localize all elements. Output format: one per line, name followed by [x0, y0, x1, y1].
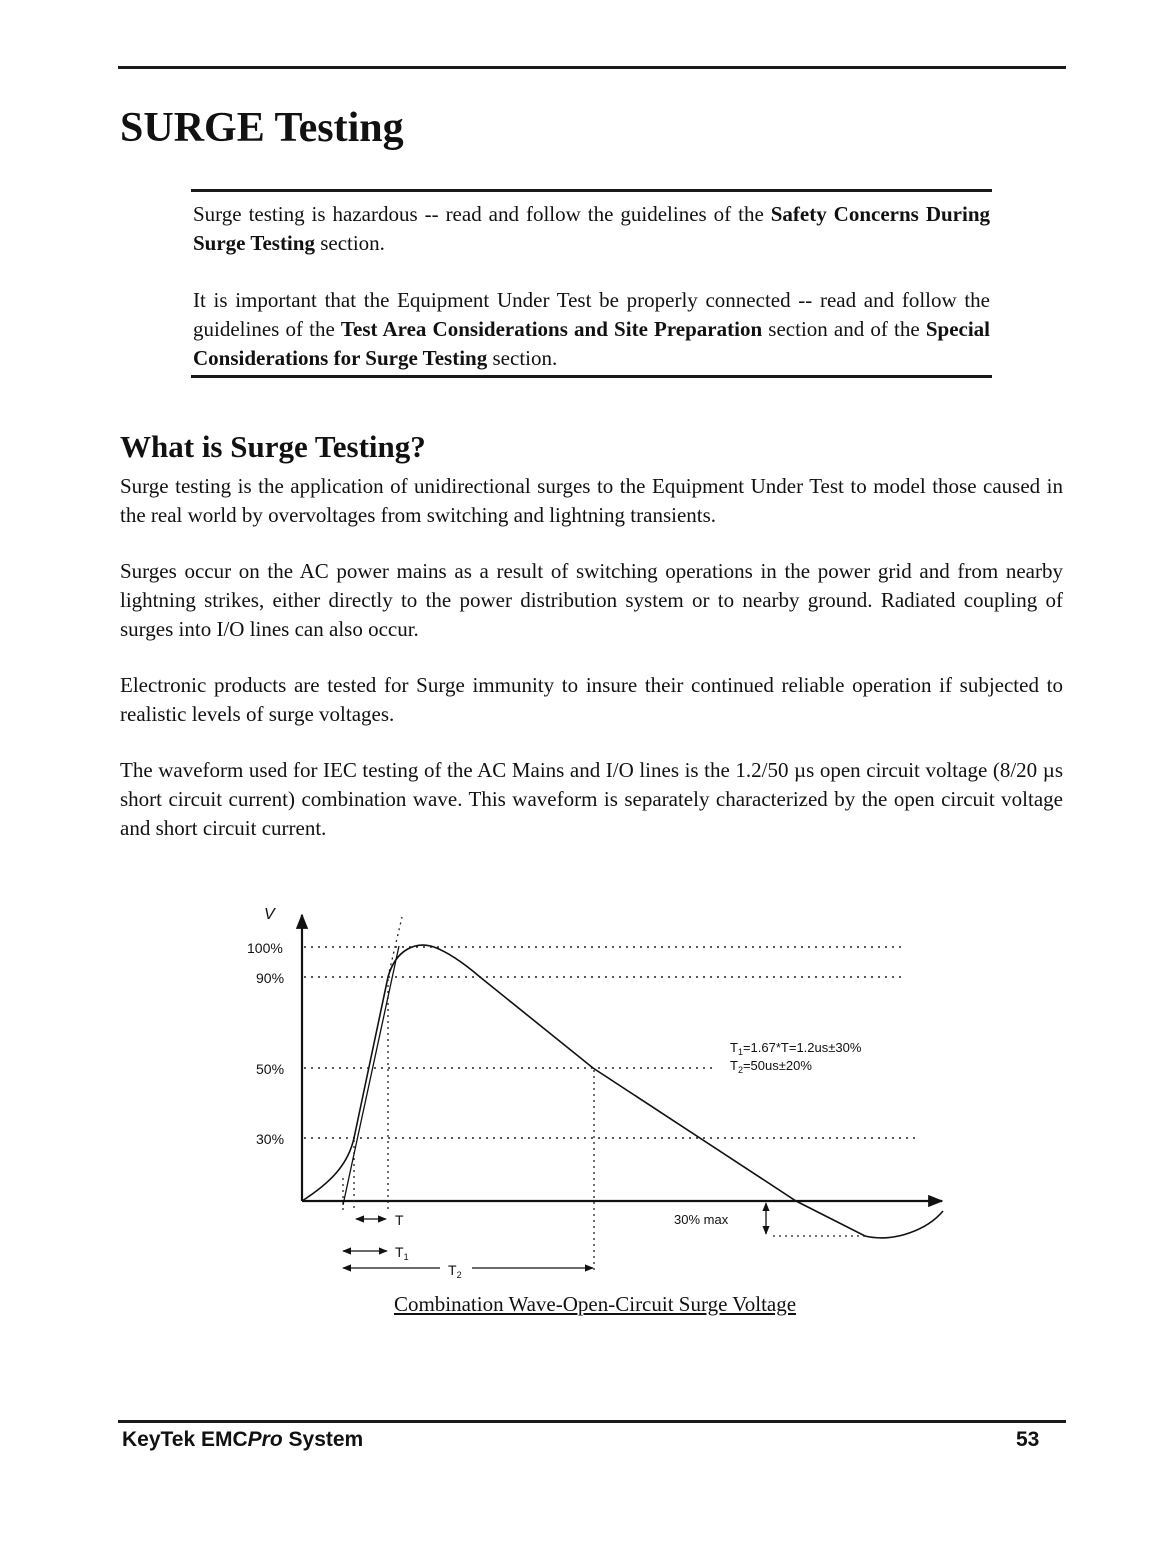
section-heading: What is Surge Testing? — [120, 429, 426, 464]
safety-concerns-reference: Safety Concerns During Surge Testing — [193, 202, 990, 255]
bottom-rule — [118, 1420, 1066, 1423]
t1-spec-note: $T_1=1.67*T=1.2us\pm 30\%$ — [730, 1040, 862, 1057]
t2-spec-note: $T_2=50us\pm 20\%$ — [730, 1058, 812, 1075]
footer-brand: KeyTek EMCPro System — [122, 1428, 364, 1451]
front-tangent-line — [343, 946, 399, 1205]
section-body — [120, 472, 1063, 870]
y-axis-label: V — [264, 906, 275, 923]
level-label-90: 90% — [256, 970, 285, 986]
tangent-extension — [388, 917, 402, 977]
t1-interval-label: $T_1$ — [395, 1244, 409, 1262]
t2-interval-label: $T_2$ — [448, 1262, 462, 1280]
undershoot-label: 30% max — [674, 1212, 729, 1227]
level-label-30: 30% — [256, 1131, 285, 1147]
waveform-diagram — [240, 895, 960, 1280]
top-rule — [118, 66, 1066, 69]
surge-voltage-curve — [302, 945, 943, 1238]
figure-caption: Combination Wave-Open-Circuit Surge Voltage — [393, 1292, 797, 1316]
page-number: 53 — [1016, 1428, 1040, 1451]
body-paragraph-4: The waveform used for IEC testing of the AC Mains and I/O lines is the 1.2/50 µs open circuit voltage (8/20 µs short circuit current) combination wave. This waveform is separately characterized by the open circuit voltage and short circuit current. — [120, 758, 1063, 840]
page-title: SURGE Testing — [120, 105, 404, 151]
site-preparation-reference: Test Area Considerations and Site Preparation — [340, 317, 763, 341]
level-label-50: 50% — [256, 1061, 285, 1077]
surge-waveform-figure — [240, 895, 960, 1280]
body-paragraph-3: Electronic products are tested for Surge immunity to insure their continued reliable operation if subjected to realistic levels of surge voltages. — [120, 673, 1063, 726]
t-interval-label: T — [395, 1212, 404, 1228]
special-considerations-reference: Special Considerations for Surge Testing — [193, 317, 991, 370]
safety-notice-box — [191, 189, 992, 378]
notice-paragraph-2: It is important that the Equipment Under Test be properly connected -- read and follow the guidelines of the Test Area Considerations and Site Preparation section and of the Special Considerations for Surge Testing section. — [193, 288, 991, 370]
level-label-100: 100% — [247, 940, 283, 956]
body-paragraph-2: Surges occur on the AC power mains as a result of switching operations in the power grid and from nearby lightning strikes, either directly to the power distribution system or to nearby ground. Radiated coupling of surges into I/O lines can also occur. — [120, 559, 1063, 641]
body-paragraph-1: Surge testing is the application of unidirectional surges to the Equipment Under Test to model those caused in the real world by overvoltages from switching and lightning transients. — [120, 474, 1063, 527]
notice-paragraph-1: Surge testing is hazardous -- read and follow the guidelines of the Safety Concerns During Surge Testing section. — [193, 202, 990, 255]
